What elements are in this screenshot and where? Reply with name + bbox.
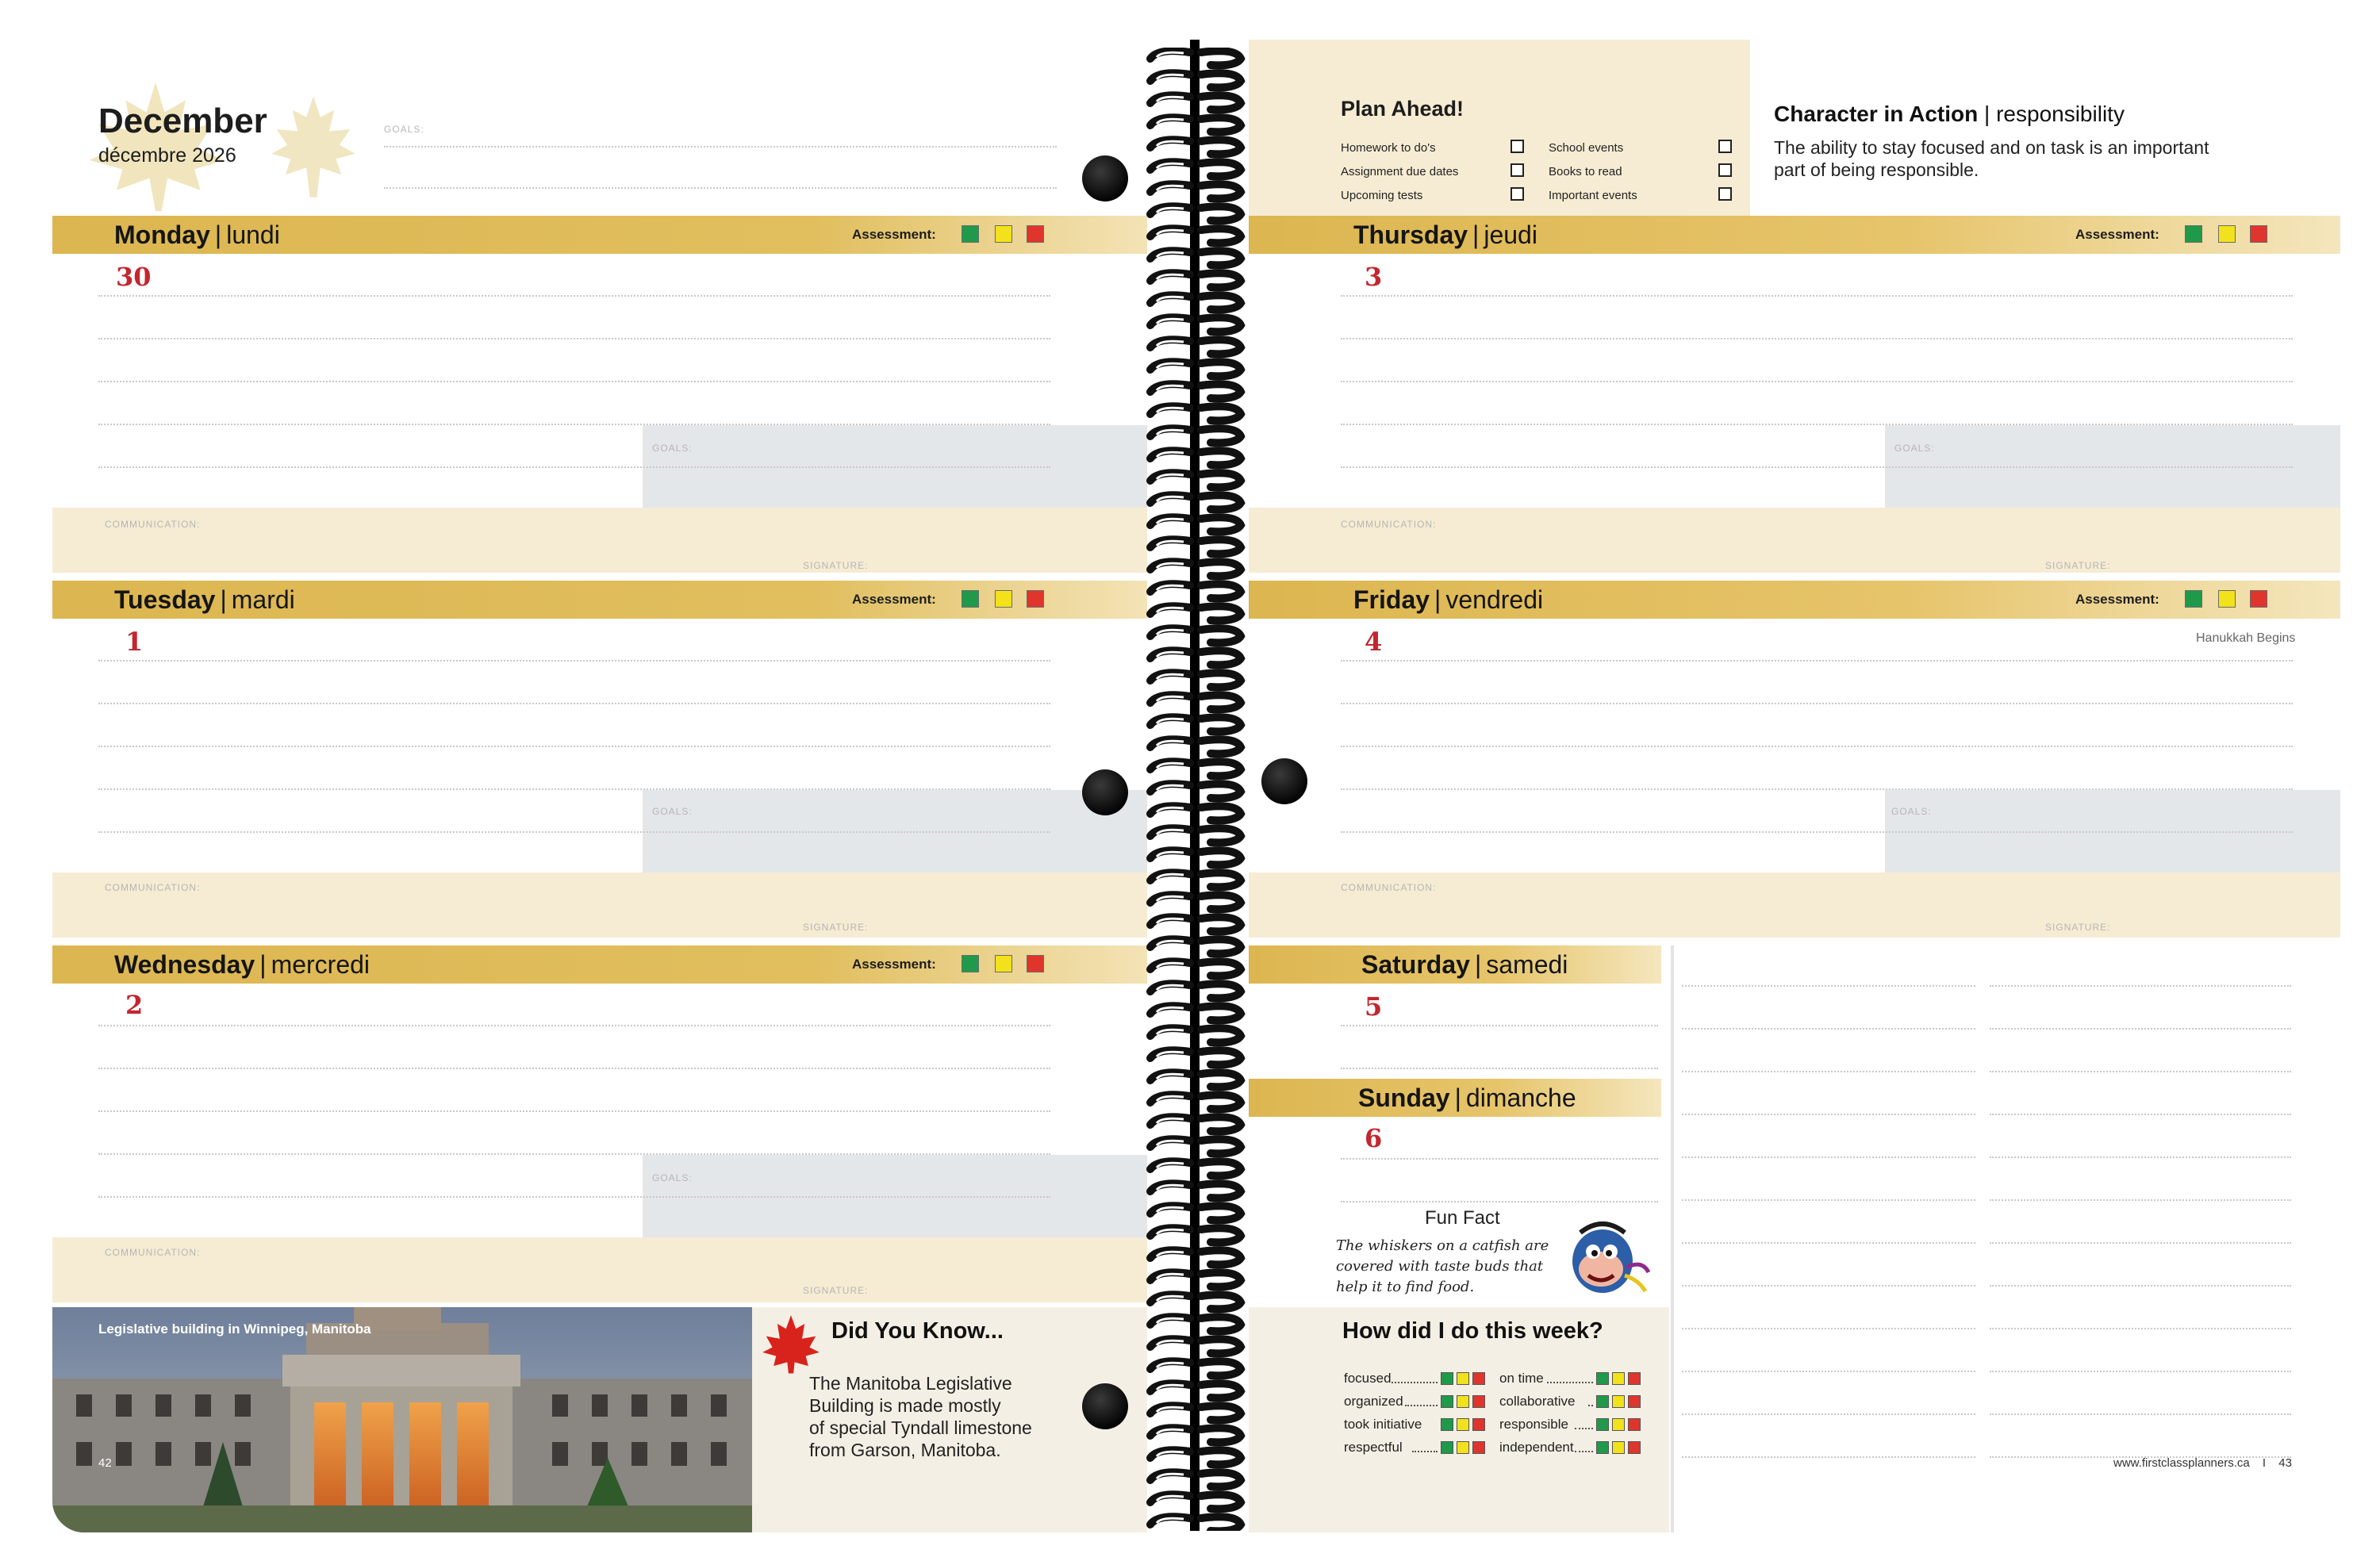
spiral-coil (1201, 1472, 1241, 1486)
character-title: Character in Action | responsibility (1774, 102, 2125, 126)
notes-line[interactable] (1990, 1028, 2291, 1030)
did-you-know-line: from Garson, Manitoba. (809, 1440, 1001, 1460)
spiral-coil (1201, 1494, 1241, 1509)
header-goals-label: GOALS: (384, 124, 424, 135)
spiral-coil (1201, 1050, 1241, 1064)
goals-label: GOALS: (652, 1172, 693, 1183)
signature-label: SIGNATURE: (803, 560, 869, 571)
weekly-review-item-label: took initiative (1344, 1417, 1422, 1432)
note-line[interactable] (1341, 746, 2293, 747)
character-text: The ability to stay focused and on task is an important (1774, 137, 2209, 158)
note-line[interactable] (1341, 295, 2293, 297)
assessment-yellow-box[interactable] (995, 225, 1012, 243)
spiral-coil (1201, 1361, 1241, 1375)
day-name: Monday | lundi (114, 221, 280, 249)
spiral-coil (1201, 650, 1241, 665)
spiral-coil (1201, 1228, 1241, 1242)
notes-line[interactable] (1990, 1114, 2291, 1115)
spiral-coil (1201, 1339, 1241, 1353)
self-rating-green-box[interactable] (1596, 1418, 1609, 1431)
footer-page-number: 43 (2278, 1456, 2292, 1470)
spiral-coil (1201, 939, 1241, 953)
fun-fact-line: help it to find food. (1336, 1279, 1475, 1295)
notes-line[interactable] (1682, 1114, 1975, 1115)
binder-hole (1261, 758, 1307, 804)
self-rating-red-box[interactable] (1472, 1418, 1485, 1431)
self-rating-red-box[interactable] (1472, 1395, 1485, 1408)
self-rating-red-box[interactable] (1472, 1441, 1485, 1454)
spiral-coil (1201, 473, 1241, 487)
signature-label: SIGNATURE: (803, 922, 869, 933)
note-line[interactable] (98, 746, 1050, 747)
footer (2113, 1456, 2292, 1470)
note-line[interactable] (1341, 1158, 1658, 1160)
weekly-review-item-label: respectful (1344, 1440, 1403, 1455)
note-line[interactable] (1341, 1025, 1658, 1026)
signature-label: SIGNATURE: (2045, 922, 2111, 933)
day-name: Wednesday | mercredi (114, 950, 370, 979)
communication-box[interactable] (52, 873, 1147, 938)
weekly-review-item-label: organized (1344, 1394, 1403, 1409)
notes-line[interactable] (1682, 1413, 1975, 1415)
plan-checkbox[interactable] (1511, 163, 1524, 177)
footer-website[interactable]: www.firstclassplanners.ca (2113, 1456, 2250, 1470)
communication-label: COMMUNICATION: (105, 882, 201, 893)
self-rating-red-box[interactable] (1628, 1395, 1641, 1408)
self-rating-green-box[interactable] (1441, 1441, 1453, 1454)
communication-label: COMMUNICATION: (1341, 882, 1437, 893)
spiral-coil (1201, 1406, 1241, 1420)
catfish-cartoon-icon (1557, 1212, 1655, 1301)
notes-line[interactable] (1682, 1285, 1975, 1287)
weekly-review-leader-dots (1575, 1428, 1593, 1429)
note-line[interactable] (1341, 831, 2293, 833)
self-rating-green-box[interactable] (1596, 1441, 1609, 1454)
notes-line[interactable] (1990, 1199, 2291, 1201)
assessment-label: Assessment: (852, 227, 936, 242)
plan-item-label: School events (1549, 141, 1624, 155)
signature-label: SIGNATURE: (2045, 560, 2111, 571)
communication-box[interactable] (52, 1237, 1147, 1302)
self-rating-green-box[interactable] (1441, 1418, 1453, 1431)
spiral-coil (1201, 317, 1241, 332)
note-line[interactable] (98, 338, 1050, 339)
communication-box[interactable] (52, 508, 1147, 573)
spiral-coil (1201, 451, 1241, 465)
spiral-binding (1134, 48, 1261, 1531)
spiral-coil (1201, 1006, 1241, 1020)
weekly-review-item-label: independent (1499, 1440, 1574, 1455)
self-rating-yellow-box[interactable] (1457, 1372, 1469, 1385)
assessment-red-box[interactable] (1027, 590, 1044, 608)
communication-label: COMMUNICATION: (105, 1247, 201, 1258)
plan-checkbox[interactable] (1718, 163, 1732, 177)
goals-label: GOALS: (1891, 806, 1932, 817)
assessment-yellow-box[interactable] (995, 955, 1012, 972)
notes-line[interactable] (1682, 1071, 1975, 1072)
self-rating-green-box[interactable] (1441, 1372, 1453, 1385)
note-line[interactable] (98, 381, 1050, 382)
plan-checkbox[interactable] (1511, 140, 1524, 153)
self-rating-yellow-box[interactable] (1612, 1418, 1625, 1431)
spiral-coil (1201, 828, 1241, 842)
notes-line[interactable] (1682, 1371, 1975, 1372)
spiral-coil (1201, 162, 1241, 176)
spiral-coil (1201, 428, 1241, 443)
fun-fact-line: The whiskers on a catfish are (1336, 1237, 1549, 1254)
maple-leaf-icon (760, 1312, 822, 1375)
notes-line[interactable] (1990, 1242, 2291, 1244)
assessment-label: Assessment: (2075, 227, 2159, 242)
month-title: December (98, 102, 267, 140)
assessment-yellow-box[interactable] (2218, 225, 2236, 243)
note-line[interactable] (98, 1068, 1050, 1069)
notes-line[interactable] (1990, 1328, 2291, 1329)
did-you-know-title: Did You Know... (831, 1318, 1004, 1344)
day-name: Saturday | samedi (1361, 950, 1568, 979)
goals-label: GOALS: (652, 443, 693, 454)
day-date: 5 (1365, 991, 1383, 1022)
spiral-coil (1201, 1383, 1241, 1398)
spiral-coil (1201, 1272, 1241, 1287)
spiral-coil (1201, 673, 1241, 687)
did-you-know-line: The Manitoba Legislative (809, 1373, 1012, 1394)
weekly-review-item-label: on time (1499, 1371, 1544, 1386)
spiral-coil (1201, 784, 1241, 798)
goals-label: GOALS: (652, 806, 693, 817)
plan-ahead-title: Plan Ahead! (1341, 97, 1464, 121)
day-name: Sunday | dimanche (1358, 1083, 1576, 1112)
note-line[interactable] (98, 703, 1050, 704)
self-rating-yellow-box[interactable] (1612, 1395, 1625, 1408)
weekly-review-item-label: responsible (1499, 1417, 1568, 1432)
weekly-review-leader-dots (1412, 1451, 1438, 1452)
spiral-coil (1201, 850, 1241, 865)
spiral-coil (1201, 1095, 1241, 1109)
note-line[interactable] (98, 1025, 1050, 1026)
photo-image (52, 1307, 752, 1532)
note-line[interactable] (1341, 338, 2293, 339)
goals-label: GOALS: (1894, 443, 1935, 454)
weekly-review-item-label: focused (1344, 1371, 1392, 1386)
self-rating-red-box[interactable] (1628, 1372, 1641, 1385)
weekly-review-title: How did I do this week? (1342, 1318, 1603, 1344)
day-date: 4 (1365, 627, 1383, 657)
note-line[interactable] (98, 1110, 1050, 1112)
assessment-label: Assessment: (852, 592, 936, 607)
spiral-coil (1201, 95, 1241, 109)
spiral-coil (1201, 140, 1241, 154)
notes-line[interactable] (1682, 1028, 1975, 1030)
notes-line[interactable] (1990, 985, 2291, 987)
header-goals-line[interactable] (384, 187, 1057, 189)
self-rating-red-box[interactable] (1628, 1418, 1641, 1431)
assessment-label: Assessment: (2075, 592, 2159, 607)
plan-checkbox[interactable] (1511, 187, 1524, 201)
day-name: Tuesday | mardi (114, 585, 295, 614)
note-line[interactable] (1341, 703, 2293, 704)
weekly-review-leader-dots (1547, 1382, 1593, 1383)
spiral-coil (1201, 1161, 1241, 1176)
spiral-coil (1201, 1139, 1241, 1153)
spiral-coil (1201, 895, 1241, 909)
plan-item-label: Books to read (1549, 165, 1622, 178)
spiral-coil (1201, 806, 1241, 820)
self-rating-yellow-box[interactable] (1457, 1395, 1469, 1408)
self-rating-yellow-box[interactable] (1457, 1418, 1469, 1431)
spiral-coil (1201, 339, 1241, 354)
note-line[interactable] (98, 295, 1050, 297)
spiral-coil (1201, 384, 1241, 398)
binder-hole (1082, 155, 1128, 201)
fun-fact-title: Fun Fact (1425, 1207, 1500, 1229)
assessment-red-box[interactable] (2250, 590, 2267, 608)
communication-box[interactable] (1249, 508, 2340, 573)
note-line[interactable] (1341, 1201, 1658, 1202)
note-line[interactable] (98, 660, 1050, 662)
day-name: Thursday | jeudi (1353, 221, 1537, 249)
self-rating-red-box[interactable] (1472, 1372, 1485, 1385)
note-line[interactable] (1341, 381, 2293, 382)
note-line[interactable] (1341, 466, 2293, 468)
spiral-coil (1201, 873, 1241, 887)
plan-checkbox[interactable] (1718, 187, 1732, 201)
plan-item-label: Upcoming tests (1341, 189, 1423, 202)
note-line[interactable] (98, 466, 1050, 468)
weekly-review-leader-dots (1405, 1405, 1438, 1406)
self-rating-green-box[interactable] (1441, 1395, 1453, 1408)
assessment-red-box[interactable] (1027, 955, 1044, 972)
assessment-green-box[interactable] (2185, 225, 2202, 243)
notes-line[interactable] (1682, 1199, 1975, 1201)
note-line[interactable] (98, 1196, 1050, 1198)
note-line[interactable] (98, 831, 1050, 833)
assessment-yellow-box[interactable] (995, 590, 1012, 608)
did-you-know-line: Building is made mostly (809, 1395, 1001, 1416)
character-text: part of being responsible. (1774, 159, 1979, 180)
notes-line[interactable] (1682, 1156, 1975, 1158)
assessment-red-box[interactable] (1027, 225, 1044, 243)
weekly-review-leader-dots (1392, 1382, 1438, 1383)
plan-ahead-panel (1249, 40, 1750, 216)
spiral-coil (1201, 739, 1241, 754)
left-page-number: 42 (98, 1456, 112, 1470)
communication-label: COMMUNICATION: (1341, 519, 1437, 530)
maple-leaf-icon (270, 87, 357, 206)
spiral-coil (1201, 1250, 1241, 1264)
self-rating-yellow-box[interactable] (1612, 1441, 1625, 1454)
footer-separator: I (2262, 1456, 2267, 1470)
self-rating-green-box[interactable] (1596, 1372, 1609, 1385)
spiral-coil (1201, 1450, 1241, 1464)
plan-checkbox[interactable] (1718, 140, 1732, 153)
self-rating-green-box[interactable] (1596, 1395, 1609, 1408)
weekly-review-leader-dots (1588, 1405, 1593, 1406)
spiral-coil (1201, 406, 1241, 420)
assessment-red-box[interactable] (2250, 225, 2267, 243)
notes-column-divider (1671, 945, 1674, 1532)
spiral-coil (1201, 717, 1241, 731)
fun-fact-line: covered with taste buds that (1336, 1258, 1544, 1275)
plan-item-label: Important events (1549, 189, 1637, 202)
assessment-green-box[interactable] (962, 955, 979, 972)
spiral-coil (1201, 1028, 1241, 1042)
notes-line[interactable] (1990, 1156, 2291, 1158)
assessment-green-box[interactable] (962, 590, 979, 608)
spiral-coil (1201, 273, 1241, 287)
binder-hole (1082, 769, 1128, 815)
assessment-green-box[interactable] (2185, 590, 2202, 608)
weekly-review-item-label: collaborative (1499, 1394, 1576, 1409)
assessment-green-box[interactable] (962, 225, 979, 243)
spiral-coil (1201, 539, 1241, 554)
spiral-coil (1201, 73, 1241, 87)
spiral-coil (1201, 695, 1241, 709)
spiral-coil (1201, 562, 1241, 576)
day-name: Friday | vendredi (1353, 585, 1544, 614)
spiral-coil (1201, 961, 1241, 976)
notes-line[interactable] (1990, 1285, 2291, 1287)
spiral-coil (1201, 1117, 1241, 1131)
spiral-coil (1201, 295, 1241, 309)
assessment-yellow-box[interactable] (2218, 590, 2236, 608)
note-line[interactable] (1341, 660, 2293, 662)
day-date: 2 (125, 990, 144, 1020)
notes-line[interactable] (1990, 1371, 2291, 1372)
day-date: 30 (116, 262, 152, 292)
spiral-coil (1201, 51, 1241, 65)
self-rating-red-box[interactable] (1628, 1441, 1641, 1454)
day-date: 3 (1365, 262, 1383, 292)
spiral-coil (1201, 1072, 1241, 1087)
signature-label: SIGNATURE: (803, 1285, 869, 1296)
legislative-building-photo (52, 1307, 752, 1532)
spiral-coil (1201, 917, 1241, 931)
notes-line[interactable] (1990, 1071, 2291, 1072)
spiral-coil (1201, 984, 1241, 998)
spiral-coil (1201, 761, 1241, 776)
spiral-coil (1201, 1183, 1241, 1198)
assessment-label: Assessment: (852, 957, 936, 972)
plan-item-label: Assignment due dates (1341, 165, 1459, 178)
spiral-coil (1201, 584, 1241, 598)
day-date: 1 (125, 627, 144, 657)
spiral-coil (1201, 1317, 1241, 1331)
notes-line[interactable] (1682, 1456, 1975, 1458)
spiral-coil (1201, 117, 1241, 132)
notes-line[interactable] (1682, 1242, 1975, 1244)
photo-caption: Legislative building in Winnipeg, Manitoba (98, 1321, 371, 1337)
holiday-note: Hanukkah Begins (2196, 631, 2296, 645)
spiral-coil (1201, 517, 1241, 531)
notes-line[interactable] (1682, 985, 1975, 987)
note-line[interactable] (1341, 1068, 1658, 1069)
month-subtitle: décembre 2026 (98, 144, 236, 167)
spiral-coil (1201, 206, 1241, 221)
spiral-coil (1201, 628, 1241, 642)
spiral-coil (1201, 1294, 1241, 1309)
notes-line[interactable] (1990, 1413, 2291, 1415)
self-rating-yellow-box[interactable] (1612, 1372, 1625, 1385)
spiral-coil (1201, 228, 1241, 243)
spiral-coil (1201, 1517, 1241, 1531)
notes-line[interactable] (1682, 1328, 1975, 1329)
spiral-coil (1201, 606, 1241, 620)
did-you-know-line: of special Tyndall limestone (809, 1417, 1032, 1438)
header-goals-line[interactable] (384, 146, 1057, 148)
spiral-coil (1201, 1206, 1241, 1220)
self-rating-yellow-box[interactable] (1457, 1441, 1469, 1454)
binder-hole (1082, 1383, 1128, 1429)
spiral-coil (1201, 184, 1241, 198)
spiral-coil (1201, 362, 1241, 376)
spiral-coil (1201, 1428, 1241, 1442)
communication-label: COMMUNICATION: (105, 519, 201, 530)
plan-item-label: Homework to do's (1341, 141, 1436, 155)
spiral-coil (1201, 495, 1241, 509)
day-date: 6 (1365, 1123, 1383, 1153)
spiral-coil (1201, 251, 1241, 265)
weekly-review-leader-dots (1575, 1451, 1593, 1452)
